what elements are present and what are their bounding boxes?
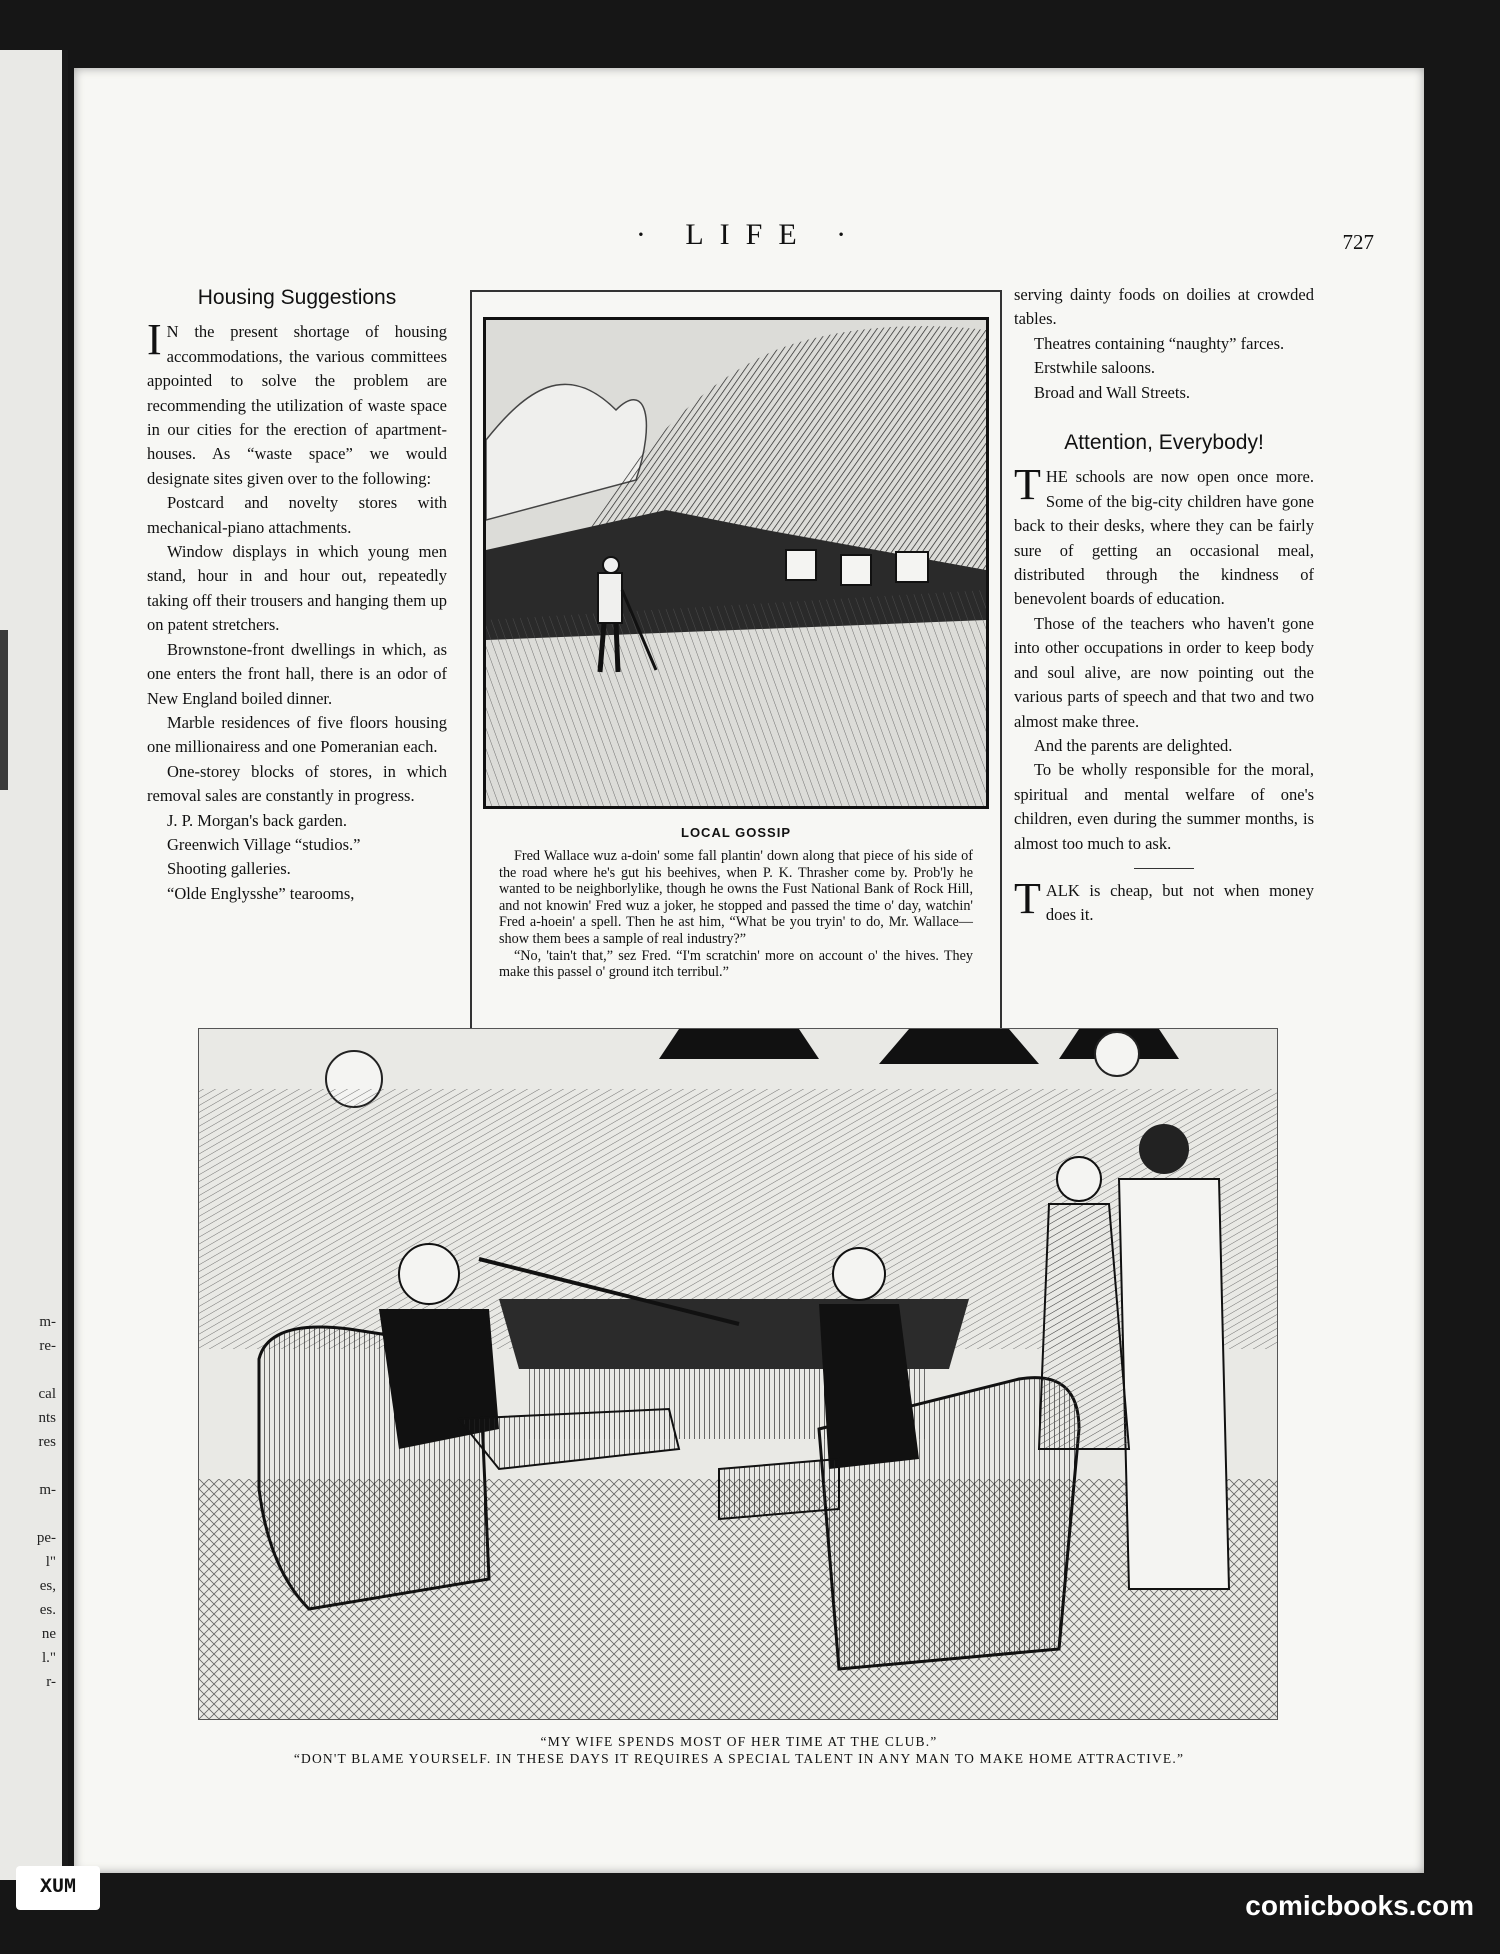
adjacent-page-illustration-fragment: [0, 630, 8, 790]
attention-paragraph: To be wholly responsible for the moral, spiritual and mental welfare of one's children, even during the summer months, is almost too much to ask.: [1014, 760, 1314, 853]
attention-paragraph: And the parents are delighted.: [1034, 735, 1233, 755]
housing-continuation: serving dainty foods on doilies at crowded tables.: [1014, 285, 1314, 329]
housing-item: Brownstone-front dwellings in which, as one enters the front hall, there is an odor of New England boiled dinner.: [147, 639, 447, 708]
adjacent-page-edge: [0, 50, 68, 1880]
site-watermark: comicbooks.com: [1245, 1890, 1474, 1921]
local-gossip-box: [470, 290, 1002, 1066]
right-column: [1014, 283, 1314, 928]
local-gossip-title: LOCAL GOSSIP: [681, 825, 791, 840]
beehive-icon: [786, 550, 816, 580]
ceiling-lamp: [659, 1029, 819, 1059]
cartoon-caption-line: “MY WIFE SPENDS MOST OF HER TIME AT THE CLUB.”: [540, 1734, 938, 1749]
housing-item: Window displays in which young men stand, hour in and hour out, repeatedly taking off their trousers and hanging them up on patent stretchers.: [147, 542, 447, 635]
magazine-page: [74, 68, 1424, 1873]
pierrot-figure: [1119, 1124, 1229, 1589]
talk-dropcap: T: [1014, 873, 1041, 923]
publisher-tag: XUM: [16, 1866, 100, 1910]
housing-item: Marble residences of five floors housing one millionairess and one Pomeranian each.: [147, 712, 447, 757]
housing-item: One-storey blocks of stores, in which removal sales are constantly in progress.: [147, 761, 447, 806]
housing-heading: Housing Suggestions: [197, 286, 397, 309]
housing-continuation: Theatres containing “naughty” farces.: [1034, 333, 1285, 353]
cartoon-caption-line: “DON'T BLAME YOURSELF. IN THESE DAYS IT REQUIRES A SPECIAL TALENT IN ANY MAN TO MAKE HOME ATTRACTIVE.”: [293, 1751, 1185, 1766]
talk-paragraph: TALK is cheap, but not when money does it.: [1014, 873, 1314, 925]
attention-dropcap: T: [1014, 460, 1041, 510]
local-gossip-paragraph: Fred Wallace wuz a-doin' some fall plantin' down along that piece of his side of the road where he's gut his beehives, when P. K. Thrasher come by. Prob'ly he wanted to be neighborlylike, though he owns the Fust National Bank of Rock Hill, and not knowin' Fred wuz a joker, he stopped and passed the time o' day, watchin' Fred a-hoein' a spell. Then he ast him, “What be you tryin' to do, Mr. Wallace—show them bees a sample of real industry?”: [499, 848, 973, 947]
masthead: · LIFE ·: [635, 218, 863, 251]
club-cartoon-illustration: [198, 1028, 1278, 1720]
housing-item: “Olde Englysshe” tearooms,: [167, 883, 355, 903]
beehive-icon: [841, 555, 871, 585]
housing-dropcap: I: [147, 315, 162, 365]
beehive-icon: [896, 552, 928, 582]
beehive-illustration-drawing: [486, 320, 986, 806]
club-cartoon-drawing: [199, 1029, 1277, 1719]
housing-item: Postcard and novelty stores with mechanical-piano attachments.: [147, 493, 447, 537]
housing-continuation: Broad and Wall Streets.: [1034, 382, 1191, 402]
attention-intro: THE schools are now open once more. Some of the big-city children have gone back to their desks, where they can be fairly sure of getting an occasional meal, distributed through the kindness of benevolent boards of education.: [1014, 460, 1314, 609]
adjacent-page-text-fragments: m- re- cal nts res m- pe- l" es, es. ne l." r-: [36, 1314, 56, 1690]
attention-paragraph: Those of the teachers who haven't gone into other occupations in order to keep body and soul alive, are now pointing out the various parts of speech and that two and two almost make three.: [1014, 613, 1314, 731]
beehive-illustration: [483, 317, 989, 809]
housing-item: Greenwich Village “studios.”: [167, 834, 361, 854]
housing-suggestions-column: [147, 286, 447, 906]
section-divider: [1134, 868, 1194, 869]
housing-intro: I N the present shortage of housing accommodations, the various committees appointed to solve the problem are recommending the utilization of waste space in our cities for the erection of apartment-houses. As “waste space” we would designate sites given over to the following:: [147, 315, 447, 488]
local-gossip-text: [499, 848, 973, 981]
page-number: 727: [1342, 230, 1374, 254]
cartoon-caption: [234, 1733, 1244, 1767]
housing-continuation: Erstwhile saloons.: [1034, 358, 1155, 378]
local-gossip-paragraph: “No, 'tain't that,” sez Fred. “I'm scratchin' more on account o' the hives. They make this passel o' ground itch terribul.”: [499, 947, 973, 981]
balloon: [1095, 1032, 1139, 1076]
housing-item: Shooting galleries.: [167, 859, 291, 879]
housing-item: J. P. Morgan's back garden.: [167, 810, 348, 830]
attention-heading: Attention, Everybody!: [1064, 431, 1264, 455]
